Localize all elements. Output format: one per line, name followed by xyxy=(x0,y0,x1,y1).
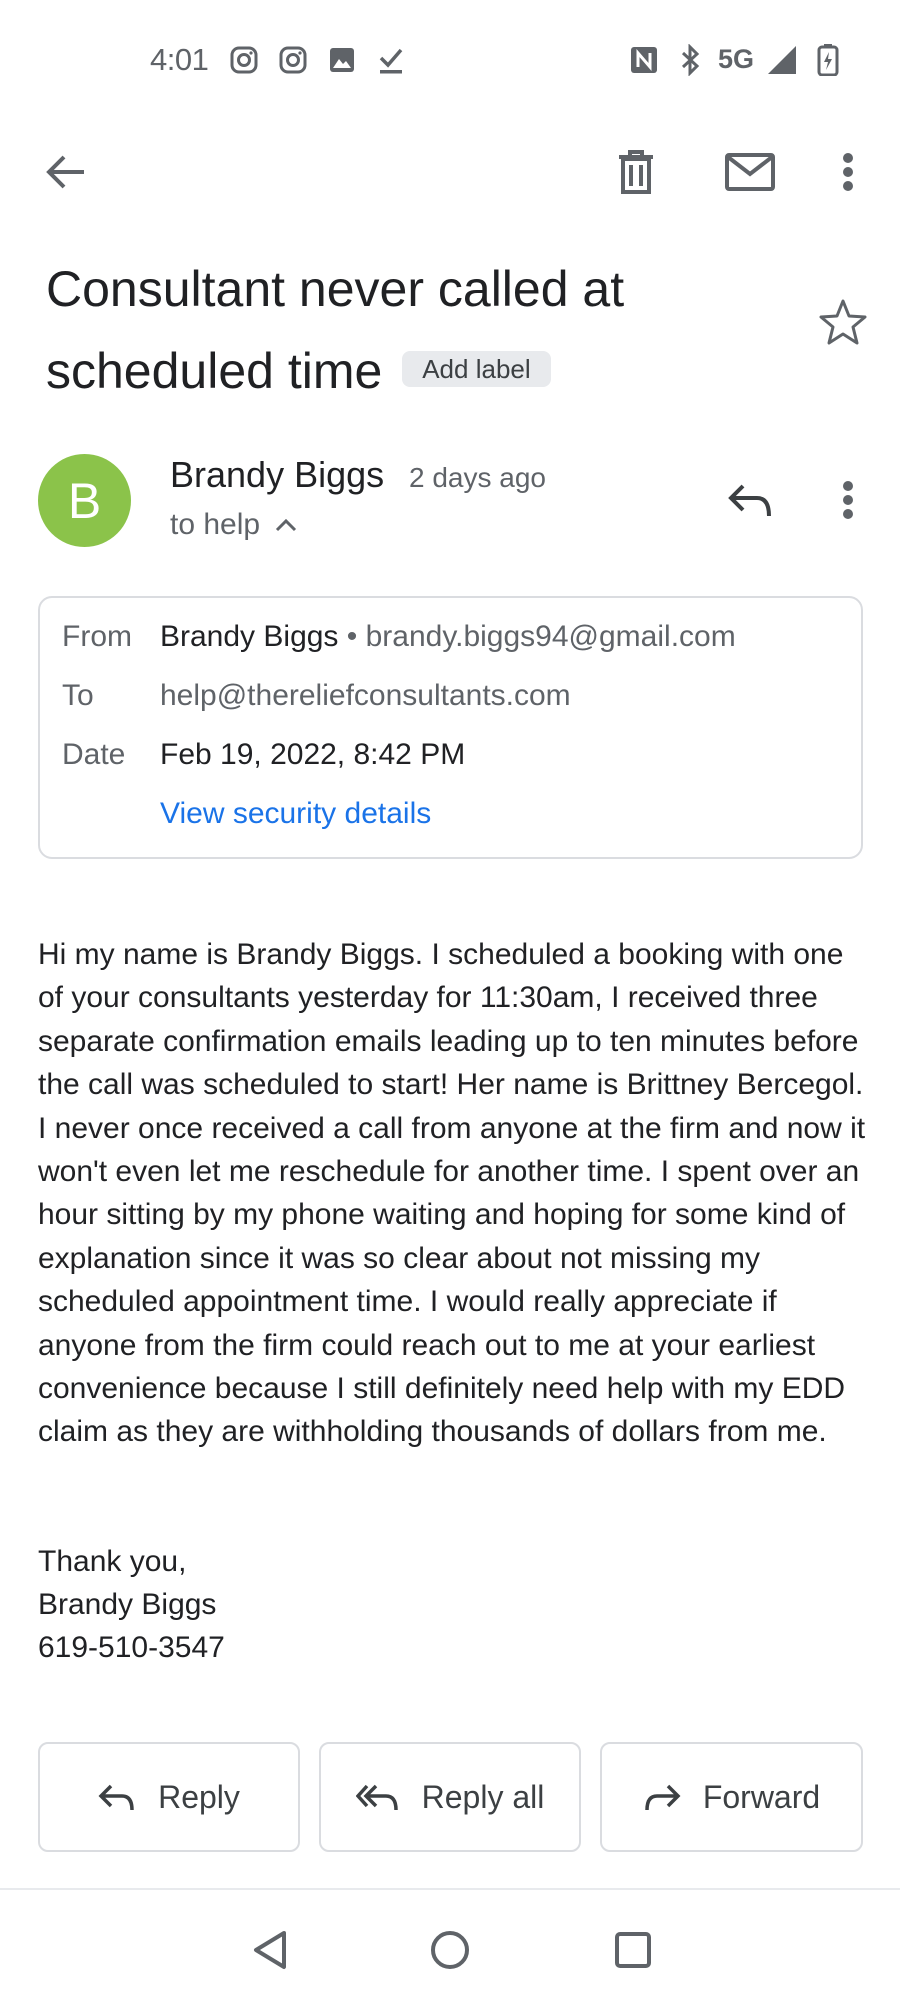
delete-button[interactable] xyxy=(606,142,666,202)
reply-icon-button[interactable] xyxy=(720,470,780,530)
from-row xyxy=(62,620,736,654)
forward-label: Forward xyxy=(702,1778,821,1815)
date-row xyxy=(62,738,465,772)
reply-all-button[interactable] xyxy=(319,1742,581,1852)
email-subject xyxy=(46,248,806,412)
star-button[interactable] xyxy=(818,298,868,351)
date-value: Feb 19, 2022, 8:42 PM xyxy=(160,738,466,771)
mark-unread-button[interactable] xyxy=(718,142,782,202)
subject-text: Consultant never called at scheduled time xyxy=(46,261,625,399)
from-name: Brandy Biggs xyxy=(160,620,339,653)
from-email: • brandy.biggs94@gmail.com xyxy=(346,620,736,653)
status-bar xyxy=(0,0,900,120)
nav-recents-button[interactable] xyxy=(603,1920,663,1980)
signal-icon xyxy=(766,44,798,76)
signature-phone: 619-510-3547 xyxy=(38,1631,225,1664)
star-icon xyxy=(818,298,868,346)
to-line-text: to help xyxy=(170,508,261,541)
back-triangle-icon xyxy=(250,1929,290,1971)
reply-all-label: Reply all xyxy=(421,1778,545,1815)
recents-square-icon xyxy=(613,1930,653,1970)
sender-avatar[interactable]: B xyxy=(38,454,131,547)
status-time: 4:01 xyxy=(150,42,209,77)
mail-icon xyxy=(724,152,776,192)
security-row xyxy=(62,797,431,831)
add-label-chip[interactable]: Add label xyxy=(402,351,550,387)
download-done-icon xyxy=(375,44,407,76)
back-button[interactable] xyxy=(36,142,96,202)
to-address: help@thereliefconsultants.com xyxy=(160,679,571,712)
trash-icon xyxy=(617,149,655,195)
message-more-button[interactable] xyxy=(826,470,870,530)
email-signature xyxy=(38,1540,225,1669)
gallery-icon xyxy=(326,44,358,76)
reply-button[interactable] xyxy=(38,1742,300,1852)
reply-icon xyxy=(98,1782,136,1812)
bluetooth-icon xyxy=(674,44,706,76)
network-type: 5G xyxy=(718,44,755,74)
reply-label: Reply xyxy=(158,1778,240,1815)
to-label: To xyxy=(62,679,94,712)
nav-home-button[interactable] xyxy=(420,1920,480,1980)
message-details-card xyxy=(38,596,863,859)
reply-icon xyxy=(727,482,773,518)
more-vert-icon xyxy=(842,480,854,520)
view-security-details-link[interactable]: View security details xyxy=(160,797,432,830)
sent-time: 2 days ago xyxy=(409,462,546,493)
home-circle-icon xyxy=(429,1929,471,1971)
email-body: Hi my name is Brandy Biggs. I scheduled a booking with one of your consultants yesterday for 11:30am, I received three separate confirmation emails leading up to ten minutes before the call was scheduled to start! Her name is Brittney Bercegol. I never once received a call from anyone at the firm and now it won't even let me reschedule for another time. I spent over an hour sitting by my phone waiting and hoping for some kind of explanation since it was so clear about not missing my scheduled appointment time. I would really appreciate if anyone from the firm could reach out to me at your earliest convenience because I still definitely need help with my EDD claim as they are withholding thousands of dollars from me. xyxy=(38,938,866,1449)
nfc-icon xyxy=(628,44,660,76)
nav-divider xyxy=(0,1888,900,1890)
signoff: Thank you, xyxy=(38,1545,187,1578)
instagram-icon xyxy=(277,44,309,76)
from-label: From xyxy=(62,620,132,653)
reply-all-icon xyxy=(356,1782,400,1812)
date-label: Date xyxy=(62,738,126,771)
signature-name: Brandy Biggs xyxy=(38,1588,217,1621)
battery-icon xyxy=(812,44,844,76)
instagram-icon xyxy=(228,44,260,76)
chevron-up-icon xyxy=(274,517,298,533)
forward-button[interactable] xyxy=(600,1742,863,1852)
more-vert-icon xyxy=(842,152,854,192)
back-arrow-icon xyxy=(44,152,88,192)
recipient-toggle[interactable] xyxy=(170,508,298,542)
to-row xyxy=(62,679,571,713)
nav-back-button[interactable] xyxy=(240,1920,300,1980)
sender-name: Brandy Biggs xyxy=(170,454,385,495)
forward-icon xyxy=(643,1782,681,1812)
more-options-button[interactable] xyxy=(826,142,870,202)
